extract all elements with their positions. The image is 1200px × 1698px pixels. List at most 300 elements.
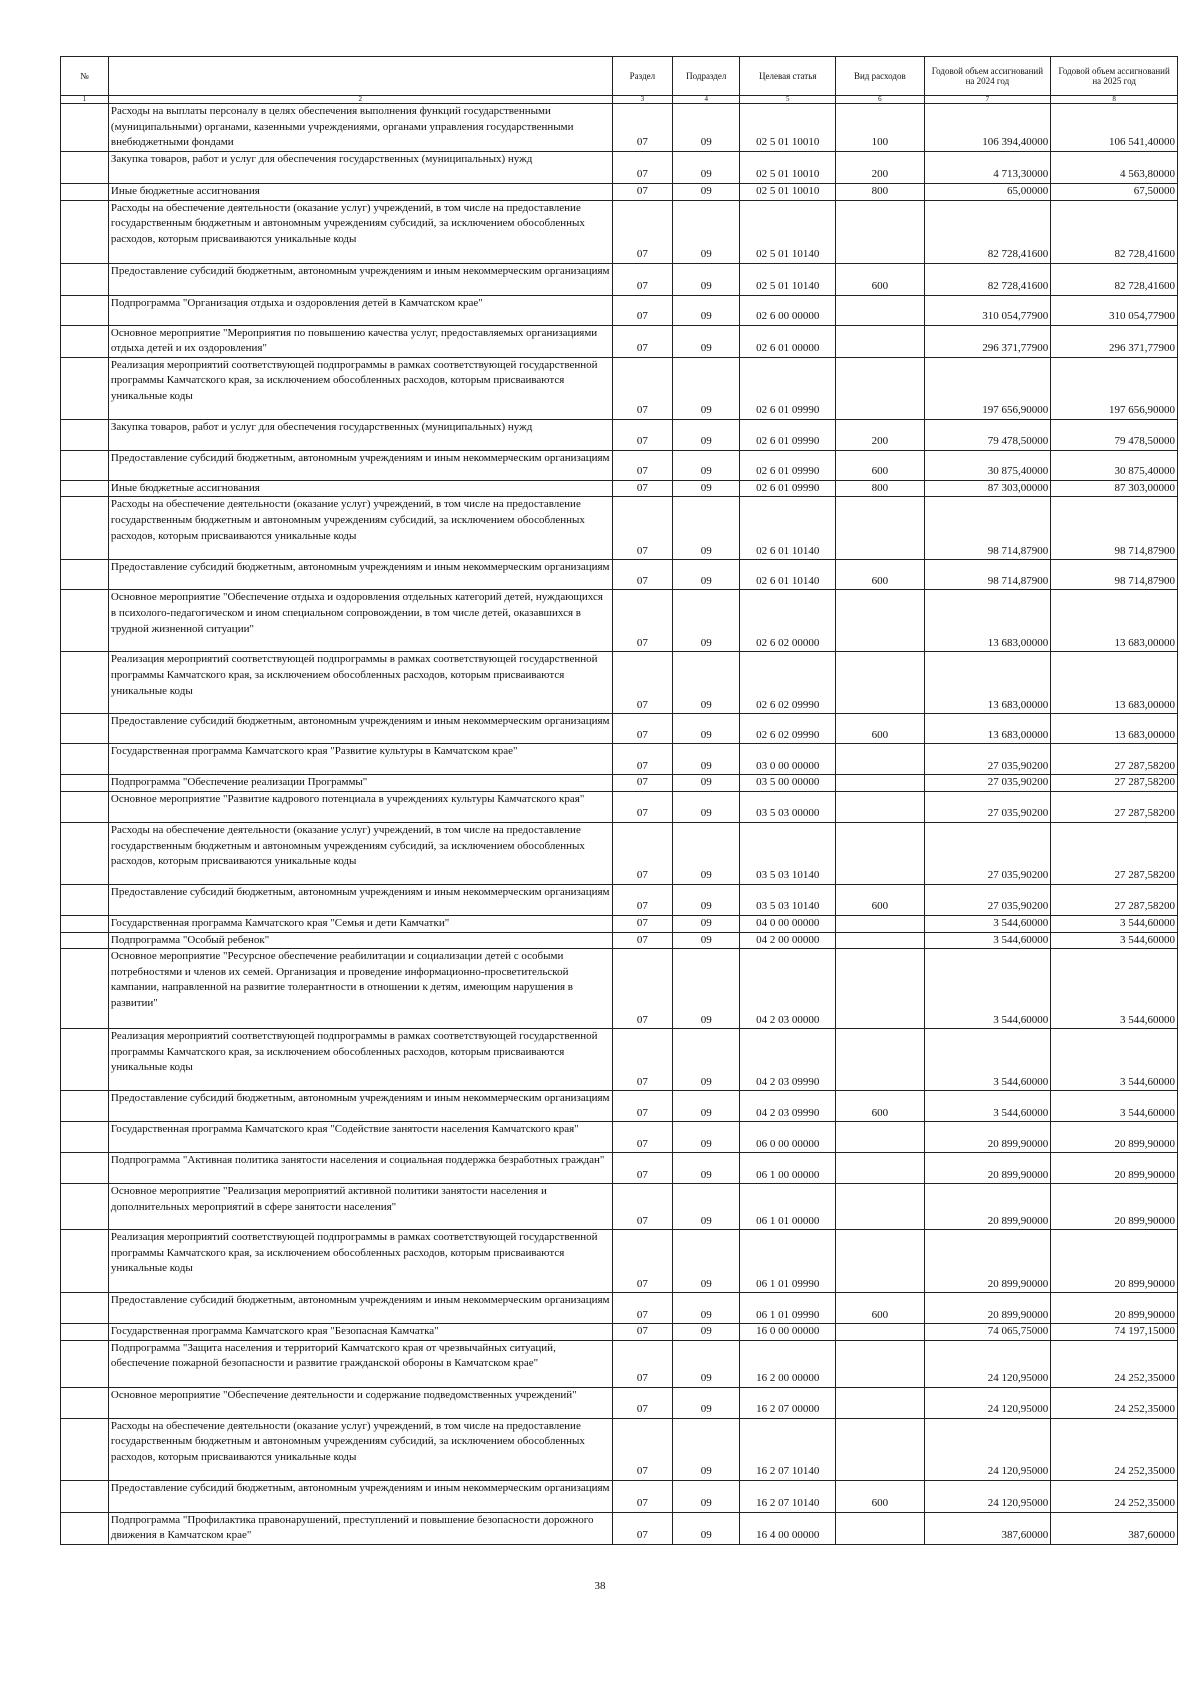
table-row — [61, 104, 1178, 152]
cell-2024: 24 120,95000 — [924, 1480, 1051, 1512]
cell-2024: 296 371,77900 — [924, 325, 1051, 357]
cell-num — [61, 1387, 109, 1418]
cell-name: Государственная программа Камчатского края "Семья и дети Камчатки" — [108, 915, 612, 932]
cell-razdel: 07 — [612, 1480, 673, 1512]
cell-2025: 27 287,58200 — [1051, 744, 1178, 775]
cell-vid: 200 — [836, 419, 924, 450]
cell-2025: 20 899,90000 — [1051, 1122, 1178, 1153]
cell-name: Подпрограмма "Активная политика занятости населения и социальная поддержка безработных граждан" — [108, 1153, 612, 1184]
cell-podrazdel: 09 — [673, 357, 740, 419]
header-num: № — [61, 57, 109, 96]
cell-2024: 106 394,40000 — [924, 104, 1051, 152]
cell-num — [61, 104, 109, 152]
cell-target: 02 5 01 10140 — [740, 263, 836, 295]
cell-num — [61, 1091, 109, 1122]
cell-vid — [836, 744, 924, 775]
cell-2025: 197 656,90000 — [1051, 357, 1178, 419]
cell-target: 02 6 01 09990 — [740, 450, 836, 480]
cell-name: Предоставление субсидий бюджетным, автономным учреждениям и иным некоммерческим организациям — [108, 884, 612, 915]
cell-2024: 27 035,90200 — [924, 791, 1051, 822]
cell-2024: 98 714,87900 — [924, 497, 1051, 560]
cell-2025: 82 728,41600 — [1051, 263, 1178, 295]
cell-2024: 13 683,00000 — [924, 652, 1051, 714]
cell-podrazdel: 09 — [673, 744, 740, 775]
cell-razdel: 07 — [612, 450, 673, 480]
cell-2024: 82 728,41600 — [924, 200, 1051, 263]
cell-podrazdel: 09 — [673, 184, 740, 201]
cell-num — [61, 295, 109, 325]
cell-razdel: 07 — [612, 152, 673, 184]
table-row — [61, 184, 1178, 201]
cell-razdel: 07 — [612, 915, 673, 932]
cell-2024: 27 035,90200 — [924, 822, 1051, 884]
cell-vid — [836, 1122, 924, 1153]
cell-razdel: 07 — [612, 480, 673, 497]
cell-name: Предоставление субсидий бюджетным, автономным учреждениям и иным некоммерческим организациям — [108, 263, 612, 295]
cell-2024: 387,60000 — [924, 1512, 1051, 1544]
cell-num — [61, 590, 109, 652]
cell-2025: 3 544,60000 — [1051, 1091, 1178, 1122]
cell-razdel: 07 — [612, 263, 673, 295]
cell-num — [61, 1029, 109, 1091]
cell-target: 04 2 03 09990 — [740, 1091, 836, 1122]
cell-2024: 3 544,60000 — [924, 1091, 1051, 1122]
cell-podrazdel: 09 — [673, 295, 740, 325]
cell-2024: 3 544,60000 — [924, 949, 1051, 1029]
cell-vid — [836, 1029, 924, 1091]
cell-2024: 24 120,95000 — [924, 1387, 1051, 1418]
cell-2024: 87 303,00000 — [924, 480, 1051, 497]
cell-target: 03 0 00 00000 — [740, 744, 836, 775]
cell-vid — [836, 932, 924, 949]
cell-num — [61, 357, 109, 419]
cell-target: 16 0 00 00000 — [740, 1324, 836, 1341]
table-row — [61, 1230, 1178, 1293]
cell-num — [61, 714, 109, 744]
cell-2024: 13 683,00000 — [924, 714, 1051, 744]
cell-name: Расходы на обеспечение деятельности (оказание услуг) учреждений, в том числе на предоставление государственным бюджетным и автономным учреждениям субсидий, за исключением обособленных расходов, которым присваиваются уникальные коды — [108, 200, 612, 263]
cell-name: Подпрограмма "Профилактика правонарушений, преступлений и повышение безопасности дорожного движения в Камчатском крае" — [108, 1512, 612, 1544]
table-header-row — [61, 57, 1178, 96]
cell-podrazdel: 09 — [673, 775, 740, 792]
header-razdel: Раздел — [612, 57, 673, 96]
cell-num — [61, 419, 109, 450]
cell-num — [61, 1230, 109, 1293]
column-number: 1 — [61, 96, 109, 104]
cell-razdel: 07 — [612, 590, 673, 652]
cell-vid — [836, 200, 924, 263]
cell-num — [61, 1512, 109, 1544]
cell-2025: 20 899,90000 — [1051, 1153, 1178, 1184]
cell-podrazdel: 09 — [673, 104, 740, 152]
cell-target: 02 6 02 09990 — [740, 652, 836, 714]
cell-target: 04 2 03 09990 — [740, 1029, 836, 1091]
cell-name: Государственная программа Камчатского края "Безопасная Камчатка" — [108, 1324, 612, 1341]
cell-target: 16 4 00 00000 — [740, 1512, 836, 1544]
cell-razdel: 07 — [612, 184, 673, 201]
cell-name: Государственная программа Камчатского края "Развитие культуры в Камчатском крае" — [108, 744, 612, 775]
cell-vid: 200 — [836, 152, 924, 184]
cell-podrazdel: 09 — [673, 1153, 740, 1184]
table-body — [61, 104, 1178, 1545]
cell-target: 03 5 03 10140 — [740, 884, 836, 915]
cell-razdel: 07 — [612, 357, 673, 419]
cell-2025: 74 197,15000 — [1051, 1324, 1178, 1341]
cell-podrazdel: 09 — [673, 1324, 740, 1341]
table-row — [61, 357, 1178, 419]
cell-name: Основное мероприятие "Развитие кадрового потенциала в учреждениях культуры Камчатского края" — [108, 791, 612, 822]
cell-target: 06 1 01 00000 — [740, 1184, 836, 1230]
cell-num — [61, 775, 109, 792]
cell-name: Расходы на обеспечение деятельности (оказание услуг) учреждений, в том числе на предоставление государственным бюджетным и автономным учреждениям субсидий, за исключением обособленных расходов, которым присваиваются уникальные коды — [108, 1418, 612, 1480]
cell-razdel: 07 — [612, 1512, 673, 1544]
cell-2025: 82 728,41600 — [1051, 200, 1178, 263]
cell-2024: 4 713,30000 — [924, 152, 1051, 184]
cell-razdel: 07 — [612, 744, 673, 775]
cell-2024: 27 035,90200 — [924, 884, 1051, 915]
cell-name: Основное мероприятие "Мероприятия по повышению качества услуг, предоставляемых организациями отдыха детей и их оздоровления" — [108, 325, 612, 357]
cell-vid — [836, 652, 924, 714]
cell-name: Расходы на обеспечение деятельности (оказание услуг) учреждений, в том числе на предоставление государственным бюджетным и автономным учреждениям субсидий, за исключением обособленных расходов, которым присваиваются уникальные коды — [108, 497, 612, 560]
cell-target: 06 1 01 09990 — [740, 1230, 836, 1293]
cell-num — [61, 1184, 109, 1230]
header-target: Целевая статья — [740, 57, 836, 96]
cell-target: 03 5 03 10140 — [740, 822, 836, 884]
cell-razdel: 07 — [612, 1230, 673, 1293]
cell-2024: 310 054,77900 — [924, 295, 1051, 325]
cell-2024: 3 544,60000 — [924, 1029, 1051, 1091]
cell-num — [61, 1480, 109, 1512]
cell-razdel: 07 — [612, 652, 673, 714]
column-number: 5 — [740, 96, 836, 104]
cell-name: Реализация мероприятий соответствующей подпрограммы в рамках соответствующей государственной программы Камчатского края, за исключением обособленных расходов, которым присваиваются уникальные коды — [108, 652, 612, 714]
cell-2024: 20 899,90000 — [924, 1230, 1051, 1293]
cell-razdel: 07 — [612, 1293, 673, 1324]
table-row — [61, 1480, 1178, 1512]
cell-podrazdel: 09 — [673, 1184, 740, 1230]
cell-num — [61, 184, 109, 201]
cell-num — [61, 1153, 109, 1184]
cell-vid — [836, 1153, 924, 1184]
column-number: 4 — [673, 96, 740, 104]
cell-vid — [836, 822, 924, 884]
cell-podrazdel: 09 — [673, 1387, 740, 1418]
cell-podrazdel: 09 — [673, 1512, 740, 1544]
cell-2025: 27 287,58200 — [1051, 791, 1178, 822]
cell-razdel: 07 — [612, 1387, 673, 1418]
cell-num — [61, 744, 109, 775]
table-row — [61, 744, 1178, 775]
column-number: 8 — [1051, 96, 1178, 104]
cell-vid — [836, 1387, 924, 1418]
cell-target: 16 2 07 00000 — [740, 1387, 836, 1418]
cell-vid — [836, 1184, 924, 1230]
cell-target: 04 2 00 00000 — [740, 932, 836, 949]
cell-razdel: 07 — [612, 932, 673, 949]
cell-2025: 4 563,80000 — [1051, 152, 1178, 184]
cell-num — [61, 949, 109, 1029]
cell-num — [61, 652, 109, 714]
cell-razdel: 07 — [612, 1340, 673, 1387]
cell-target: 02 5 01 10010 — [740, 184, 836, 201]
table-row — [61, 915, 1178, 932]
cell-2024: 24 120,95000 — [924, 1340, 1051, 1387]
column-number: 2 — [108, 96, 612, 104]
cell-podrazdel: 09 — [673, 152, 740, 184]
cell-razdel: 07 — [612, 1324, 673, 1341]
cell-2024: 27 035,90200 — [924, 744, 1051, 775]
cell-target: 04 0 00 00000 — [740, 915, 836, 932]
cell-2025: 27 287,58200 — [1051, 822, 1178, 884]
cell-vid — [836, 915, 924, 932]
cell-2025: 13 683,00000 — [1051, 714, 1178, 744]
cell-name: Расходы на выплаты персоналу в целях обеспечения выполнения функций государственными (муниципальными) органами, казенными учреждениями, органами управления государственными внебюджетными фондами — [108, 104, 612, 152]
cell-podrazdel: 09 — [673, 450, 740, 480]
table-row — [61, 1029, 1178, 1091]
cell-2024: 20 899,90000 — [924, 1153, 1051, 1184]
cell-2025: 79 478,50000 — [1051, 419, 1178, 450]
cell-name: Иные бюджетные ассигнования — [108, 480, 612, 497]
cell-name: Реализация мероприятий соответствующей подпрограммы в рамках соответствующей государственной программы Камчатского края, за исключением обособленных расходов, которым присваиваются уникальные коды — [108, 1230, 612, 1293]
header-2025: Годовой объем ассигнований на 2025 год — [1051, 57, 1178, 96]
cell-name: Государственная программа Камчатского края "Содействие занятости населения Камчатского края" — [108, 1122, 612, 1153]
cell-name: Предоставление субсидий бюджетным, автономным учреждениям и иным некоммерческим организациям — [108, 1091, 612, 1122]
cell-podrazdel: 09 — [673, 263, 740, 295]
header-2024: Годовой объем ассигнований на 2024 год — [924, 57, 1051, 96]
table-row — [61, 1153, 1178, 1184]
cell-vid — [836, 791, 924, 822]
cell-razdel: 07 — [612, 1122, 673, 1153]
cell-2024: 20 899,90000 — [924, 1184, 1051, 1230]
cell-podrazdel: 09 — [673, 1340, 740, 1387]
table-row — [61, 325, 1178, 357]
cell-podrazdel: 09 — [673, 915, 740, 932]
cell-podrazdel: 09 — [673, 1122, 740, 1153]
cell-podrazdel: 09 — [673, 1029, 740, 1091]
cell-name: Закупка товаров, работ и услуг для обеспечения государственных (муниципальных) нужд — [108, 152, 612, 184]
cell-2025: 387,60000 — [1051, 1512, 1178, 1544]
cell-target: 02 6 02 00000 — [740, 590, 836, 652]
cell-name: Иные бюджетные ассигнования — [108, 184, 612, 201]
cell-vid: 100 — [836, 104, 924, 152]
table-row — [61, 152, 1178, 184]
cell-name: Реализация мероприятий соответствующей подпрограммы в рамках соответствующей государственной программы Камчатского края, за исключением обособленных расходов, которым присваиваются уникальные коды — [108, 357, 612, 419]
table-row — [61, 791, 1178, 822]
cell-2025: 87 303,00000 — [1051, 480, 1178, 497]
page-number: 38 — [594, 1580, 606, 1592]
table-row — [61, 775, 1178, 792]
cell-name: Подпрограмма "Защита населения и территорий Камчатского края от чрезвычайных ситуаций, обеспечение пожарной безопасности и развитие гражданской обороны в Камчатском крае" — [108, 1340, 612, 1387]
cell-name: Основное мероприятие "Ресурсное обеспечение реабилитации и социализации детей с особыми потребностями и членов их семей. Организация и проведение информационно-просветительской кампании, направленной на развитие толерантности в отношении к детям, имеющим нарушения в развитии" — [108, 949, 612, 1029]
header-podrazdel: Подраздел — [673, 57, 740, 96]
cell-podrazdel: 09 — [673, 949, 740, 1029]
table-row — [61, 884, 1178, 915]
cell-razdel: 07 — [612, 949, 673, 1029]
table-row — [61, 560, 1178, 590]
cell-podrazdel: 09 — [673, 419, 740, 450]
cell-podrazdel: 09 — [673, 1230, 740, 1293]
cell-vid: 600 — [836, 560, 924, 590]
table-row — [61, 949, 1178, 1029]
cell-podrazdel: 09 — [673, 1091, 740, 1122]
cell-razdel: 07 — [612, 1153, 673, 1184]
cell-vid — [836, 1512, 924, 1544]
cell-target: 06 1 00 00000 — [740, 1153, 836, 1184]
column-number: 6 — [836, 96, 924, 104]
cell-name: Основное мероприятие "Обеспечение отдыха и оздоровления отдельных категорий детей, нуждающихся в психолого-педагогическом и ином специальном сопровождении, в том числе детей, оказавшихся в трудной жизненной ситуации" — [108, 590, 612, 652]
cell-podrazdel: 09 — [673, 714, 740, 744]
cell-vid — [836, 949, 924, 1029]
cell-razdel: 07 — [612, 325, 673, 357]
cell-podrazdel: 09 — [673, 480, 740, 497]
cell-2024: 197 656,90000 — [924, 357, 1051, 419]
table-row — [61, 1122, 1178, 1153]
cell-2025: 13 683,00000 — [1051, 590, 1178, 652]
cell-2024: 82 728,41600 — [924, 263, 1051, 295]
cell-razdel: 07 — [612, 1029, 673, 1091]
cell-2025: 24 252,35000 — [1051, 1418, 1178, 1480]
cell-num — [61, 1122, 109, 1153]
cell-vid: 600 — [836, 450, 924, 480]
cell-2025: 3 544,60000 — [1051, 932, 1178, 949]
cell-target: 02 6 01 10140 — [740, 497, 836, 560]
cell-vid: 600 — [836, 1091, 924, 1122]
cell-podrazdel: 09 — [673, 884, 740, 915]
column-number-row — [61, 96, 1178, 104]
cell-podrazdel: 09 — [673, 932, 740, 949]
cell-2024: 3 544,60000 — [924, 915, 1051, 932]
table-row — [61, 822, 1178, 884]
table-row — [61, 714, 1178, 744]
cell-name: Подпрограмма "Обеспечение реализации Программы" — [108, 775, 612, 792]
cell-num — [61, 1418, 109, 1480]
cell-vid — [836, 1340, 924, 1387]
cell-target: 02 6 00 00000 — [740, 295, 836, 325]
cell-podrazdel: 09 — [673, 791, 740, 822]
cell-vid — [836, 497, 924, 560]
cell-target: 16 2 00 00000 — [740, 1340, 836, 1387]
cell-name: Реализация мероприятий соответствующей подпрограммы в рамках соответствующей государственной программы Камчатского края, за исключением обособленных расходов, которым присваиваются уникальные коды — [108, 1029, 612, 1091]
table-row — [61, 1091, 1178, 1122]
cell-target: 02 6 02 09990 — [740, 714, 836, 744]
cell-podrazdel: 09 — [673, 822, 740, 884]
table-row — [61, 480, 1178, 497]
cell-2025: 20 899,90000 — [1051, 1184, 1178, 1230]
cell-vid — [836, 775, 924, 792]
cell-vid: 800 — [836, 480, 924, 497]
cell-num — [61, 200, 109, 263]
cell-razdel: 07 — [612, 497, 673, 560]
cell-num — [61, 932, 109, 949]
cell-vid: 600 — [836, 1293, 924, 1324]
cell-target: 02 6 01 10140 — [740, 560, 836, 590]
cell-razdel: 07 — [612, 419, 673, 450]
table-row — [61, 590, 1178, 652]
cell-2025: 98 714,87900 — [1051, 560, 1178, 590]
table-row — [61, 497, 1178, 560]
cell-num — [61, 1340, 109, 1387]
cell-num — [61, 450, 109, 480]
cell-vid: 600 — [836, 884, 924, 915]
cell-razdel: 07 — [612, 884, 673, 915]
table-row — [61, 1293, 1178, 1324]
cell-vid — [836, 325, 924, 357]
cell-razdel: 07 — [612, 295, 673, 325]
cell-num — [61, 915, 109, 932]
cell-podrazdel: 09 — [673, 1480, 740, 1512]
cell-num — [61, 560, 109, 590]
cell-num — [61, 791, 109, 822]
cell-target: 02 5 01 10140 — [740, 200, 836, 263]
cell-razdel: 07 — [612, 560, 673, 590]
cell-name: Подпрограмма "Организация отдыха и оздоровления детей в Камчатском крае" — [108, 295, 612, 325]
cell-2025: 106 541,40000 — [1051, 104, 1178, 152]
cell-target: 03 5 03 00000 — [740, 791, 836, 822]
cell-razdel: 07 — [612, 714, 673, 744]
cell-name: Предоставление субсидий бюджетным, автономным учреждениям и иным некоммерческим организациям — [108, 1480, 612, 1512]
cell-2024: 20 899,90000 — [924, 1122, 1051, 1153]
table-row — [61, 450, 1178, 480]
cell-2025: 24 252,35000 — [1051, 1480, 1178, 1512]
table-row — [61, 1184, 1178, 1230]
cell-razdel: 07 — [612, 1091, 673, 1122]
cell-target: 16 2 07 10140 — [740, 1418, 836, 1480]
cell-2025: 3 544,60000 — [1051, 915, 1178, 932]
cell-name: Подпрограмма "Особый ребенок" — [108, 932, 612, 949]
cell-vid — [836, 295, 924, 325]
cell-razdel: 07 — [612, 1418, 673, 1480]
table-row — [61, 1512, 1178, 1544]
cell-num — [61, 884, 109, 915]
cell-target: 03 5 00 00000 — [740, 775, 836, 792]
cell-2025: 24 252,35000 — [1051, 1387, 1178, 1418]
cell-2025: 3 544,60000 — [1051, 949, 1178, 1029]
cell-podrazdel: 09 — [673, 200, 740, 263]
cell-razdel: 07 — [612, 200, 673, 263]
cell-2024: 24 120,95000 — [924, 1418, 1051, 1480]
cell-vid: 600 — [836, 1480, 924, 1512]
table-row — [61, 1324, 1178, 1341]
cell-vid — [836, 1324, 924, 1341]
table-row — [61, 263, 1178, 295]
cell-num — [61, 263, 109, 295]
cell-2025: 27 287,58200 — [1051, 884, 1178, 915]
cell-name: Закупка товаров, работ и услуг для обеспечения государственных (муниципальных) нужд — [108, 419, 612, 450]
cell-target: 04 2 03 00000 — [740, 949, 836, 1029]
cell-num — [61, 1293, 109, 1324]
cell-2024: 20 899,90000 — [924, 1293, 1051, 1324]
cell-podrazdel: 09 — [673, 325, 740, 357]
cell-target: 02 6 01 09990 — [740, 419, 836, 450]
cell-name: Предоставление субсидий бюджетным, автономным учреждениям и иным некоммерческим организациям — [108, 450, 612, 480]
cell-vid — [836, 590, 924, 652]
cell-podrazdel: 09 — [673, 590, 740, 652]
cell-num — [61, 497, 109, 560]
cell-2024: 3 544,60000 — [924, 932, 1051, 949]
cell-podrazdel: 09 — [673, 560, 740, 590]
cell-2025: 27 287,58200 — [1051, 775, 1178, 792]
cell-vid — [836, 1230, 924, 1293]
cell-name: Предоставление субсидий бюджетным, автономным учреждениям и иным некоммерческим организациям — [108, 560, 612, 590]
cell-target: 02 5 01 10010 — [740, 104, 836, 152]
cell-2024: 74 065,75000 — [924, 1324, 1051, 1341]
cell-2024: 65,00000 — [924, 184, 1051, 201]
cell-num — [61, 152, 109, 184]
cell-2025: 296 371,77900 — [1051, 325, 1178, 357]
cell-2025: 3 544,60000 — [1051, 1029, 1178, 1091]
cell-2025: 20 899,90000 — [1051, 1230, 1178, 1293]
table-row — [61, 932, 1178, 949]
